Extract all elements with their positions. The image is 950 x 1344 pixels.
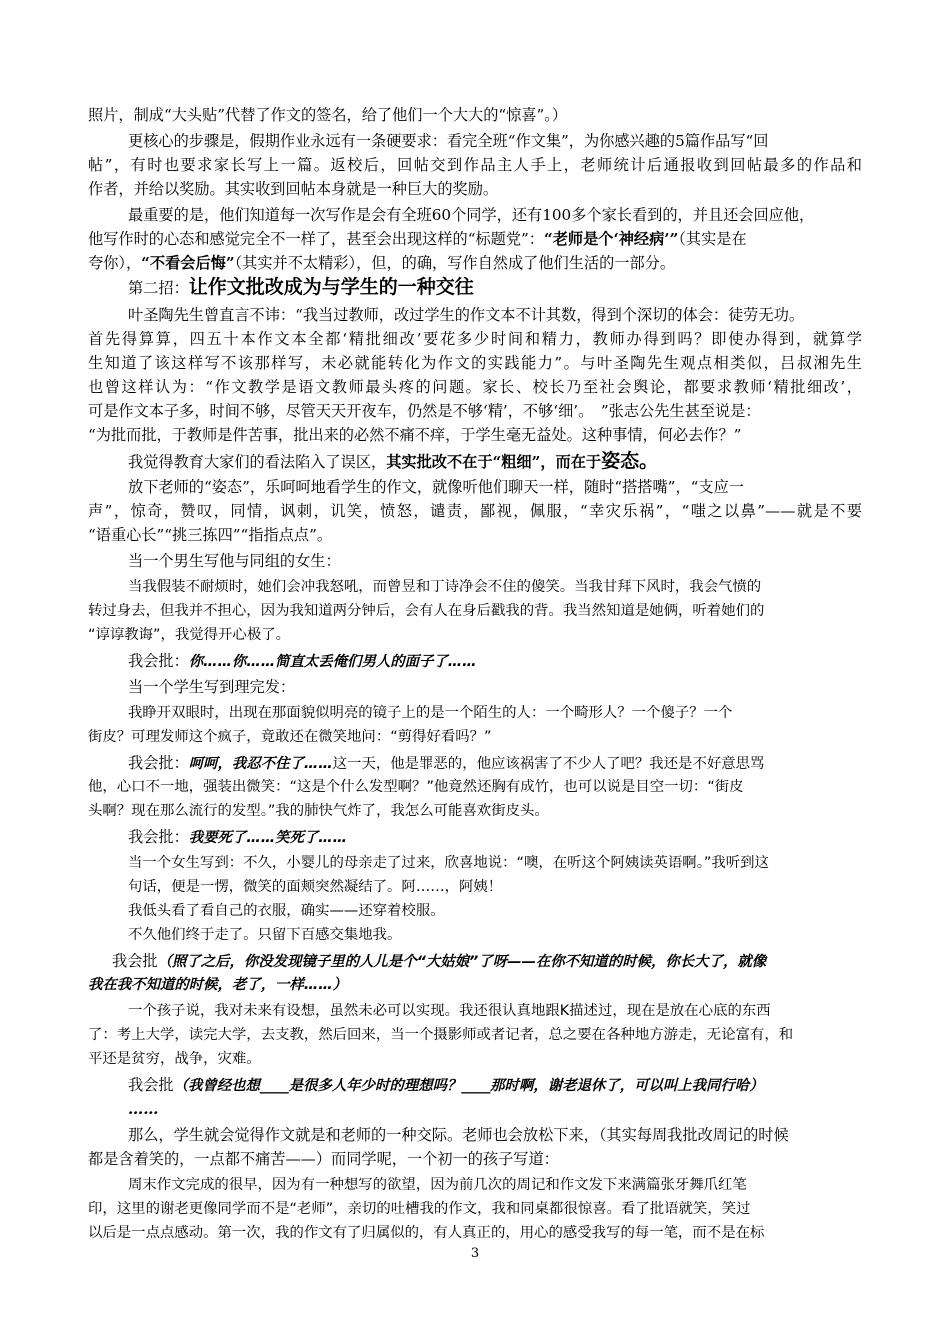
quote-line: 我睁开双眼时，出现在那面貌似明亮的镜子上的是一个陌生的人：一个畸形人？一个傻子？一个 [128, 705, 733, 721]
text-line: 首先得算算，四五十本作文本全都‘精批细改’要花多少时间和精力，教师办得到吗？即使办得到，就算学 [88, 330, 862, 348]
comment-line: 我会批（我曾经也想____是很多人年少时的理想吗？____那时啊，谢老退休了，可以叫上我同行哈） [128, 1076, 764, 1094]
quote-line: 他，心口不一地，强装出微笑：“这是个什么发型啊？”他竟然还胸有成竹，也可以说是目空一切：“街皮 [88, 779, 744, 795]
text-line: 最重要的是，他们知道每一次写作是会有全班60个同学，还有100多个家长看到的，并且还会回应他， [128, 206, 815, 224]
text-line: 叶圣陶先生曾直言不讳：“我当过教师，改过学生的作文本不计其数，得到个深切的体会：徒劳无功。 [128, 306, 805, 324]
page-number: 3 [470, 1246, 480, 1261]
text-line: 也曾这样认为：“作文教学是语文教师最头疼的问题。家长、校长乃至社会舆论，都要求教师‘精批细改’， [88, 378, 862, 396]
quote-line: “谆谆教诲”，我觉得开心极了。 [88, 627, 290, 643]
text-line: 放下老师的“姿态”，乐呵呵地看学生的作文，就像听他们聊天一样，随时“搭搭嘴”，“支应一 [128, 478, 744, 496]
text-line: 当一个男生写他与同组的女生： [128, 552, 341, 570]
text-line: 照片，制成“大头贴”代替了作文的签名，给了他们一个大大的“惊喜”。） [88, 106, 568, 124]
quote-line: 印，这里的谢老更像同学而不是“老师”，亲切的吐槽我的作文，我和同桌都很惊喜。看了批语就笑，笑过 [88, 1201, 751, 1217]
text-line: 更核心的步骤是，假期作业永远有一条硬要求：看完全班“作文集”，为你感兴趣的5篇作品写“回 [128, 132, 769, 150]
text-line: “为批而批，于教师是件苦事，批出来的必然不痛不痒，于学生毫无益处。这种事情，何必去作？” [88, 426, 742, 444]
quote-line: 句话，便是一愣，微笑的面颊突然凝结了。阿……，阿姨！ [128, 879, 503, 895]
quote-line: 转过身去，但我并不担心，因为我知道两分钟后，会有人在身后戳我的背。我当然知道是她俩，听着她们的 [88, 603, 765, 619]
text-line: 当一个学生写到理完发： [128, 678, 296, 696]
text-line: 帖”，有时也要求家长写上一篇。返校后，回帖交到作品主人手上，老师统计后通报收到回帖最多的作品和 [88, 156, 862, 174]
section-heading: 第二招：让作文批改成为与学生的一种交往 [128, 276, 474, 298]
comment-line: 我会批：我要死了……笑死了…… [128, 828, 348, 846]
text-line: “语重心长”“挑三拣四”“指指点点”。 [88, 526, 333, 544]
comment-line: 我会批：呵呵，我忍不住了……这一天，他是罪恶的，他应该祸害了不少人了吧？我还是不好意思骂 [128, 754, 765, 772]
comment-line: 我在我不知道的时候，老了，一样……） [88, 977, 348, 993]
quote-line: 当我假装不耐烦时，她们会冲我怒吼，而曾昱和丁诗净会不住的傻笑。当我甘拜下风时，我会气愤的 [128, 579, 762, 595]
text-line: 他写作时的心态和感觉完全不一样了，甚至会出现这样的“标题党”：“老师是个‘神经病’”（其实是在 [88, 230, 747, 248]
text-line: 可是作文本子多，时间不够，尽管天天开夜车，仍然是不够‘精’，不够‘细’。 ”张志公先生甚至说是： [88, 402, 761, 420]
quote-line: 头啊？现在那么流行的发型。”我的肺快气炸了，我怎么可能喜欢街皮头。 [88, 803, 549, 819]
quote-line: 周末作文完成的很早，因为有一种想写的欲望，因为前几次的周记和作文发下来满篇张牙舞爪红笔 [128, 1177, 747, 1193]
quote-line: 以后是一点点感动。第一次，我的作文有了归属似的，有人真正的，用心的感受我写的每一笔，而不是在标 [88, 1225, 765, 1241]
quote-line: 当一个女生写到：不久，小婴儿的母亲走了过来，欣喜地说：“噢，在听这个阿姨读英语啊。”我听到这 [128, 855, 769, 871]
comment-line: …… [128, 1100, 159, 1118]
quote-line: 不久他们终于走了。只留下百感交集地我。 [128, 927, 402, 943]
text-line: 生知道了该这样写不该那样写，未必就能转化为作文的实践能力”。与叶圣陶先生观点相类似，吕叔湘先生 [88, 354, 862, 372]
comment-line: 我会批（照了之后，你没发现镜子里的人儿是个“大姑娘”了呀——在你不知道的时候，你长大了，就像 [112, 952, 767, 970]
quote-line: 平还是贫穷，战争，灾难。 [88, 1051, 261, 1067]
text-line: 那么，学生就会觉得作文就是和老师的一种交际。老师也会放松下来，（其实每周我批改周记的时候 [128, 1126, 789, 1144]
text-line: 作者，并给以奖励。其实收到回帖本身就是一种巨大的奖励。 [88, 180, 499, 198]
text-line: 夸你），“不看会后悔”（其实并不太精彩），但，的确，写作自然成了他们生活的一部分。 [88, 254, 676, 272]
text-line: 声”，惊奇，赞叹，同情，讽刺，讥笑，愤怒，谴责，鄙视，佩服，“幸灾乐祸”，“嗤之以鼻”——就是不要 [88, 502, 862, 520]
text-line: 我觉得教育大家们的看法陷入了误区，其实批改不在于“粗细”，而在于姿态。 [128, 450, 659, 472]
quote-line: 街皮？可理发师这个疯子，竟敢还在微笑地问：“剪得好看吗？” [88, 729, 492, 745]
quote-line: 了：考上大学，读完大学，去支教，然后回来，当一个摄影师或者记者，总之要在各种地方游走，无论富有，和 [88, 1027, 794, 1043]
text-line: 都是含着笑的，一点都不痛苦——）而同学呢，一个初一的孩子写道： [88, 1150, 559, 1168]
quote-line: 一个孩子说，我对未来有设想，虽然未必可以实现。我还很认真地跟K描述过，现在是放在心底的东西 [128, 1003, 771, 1019]
quote-line: 我低头看了看自己的衣服，确实——还穿着校服。 [128, 903, 445, 919]
comment-line: 我会批：你……你……简直太丢俺们男人的面子了…… [128, 652, 477, 670]
